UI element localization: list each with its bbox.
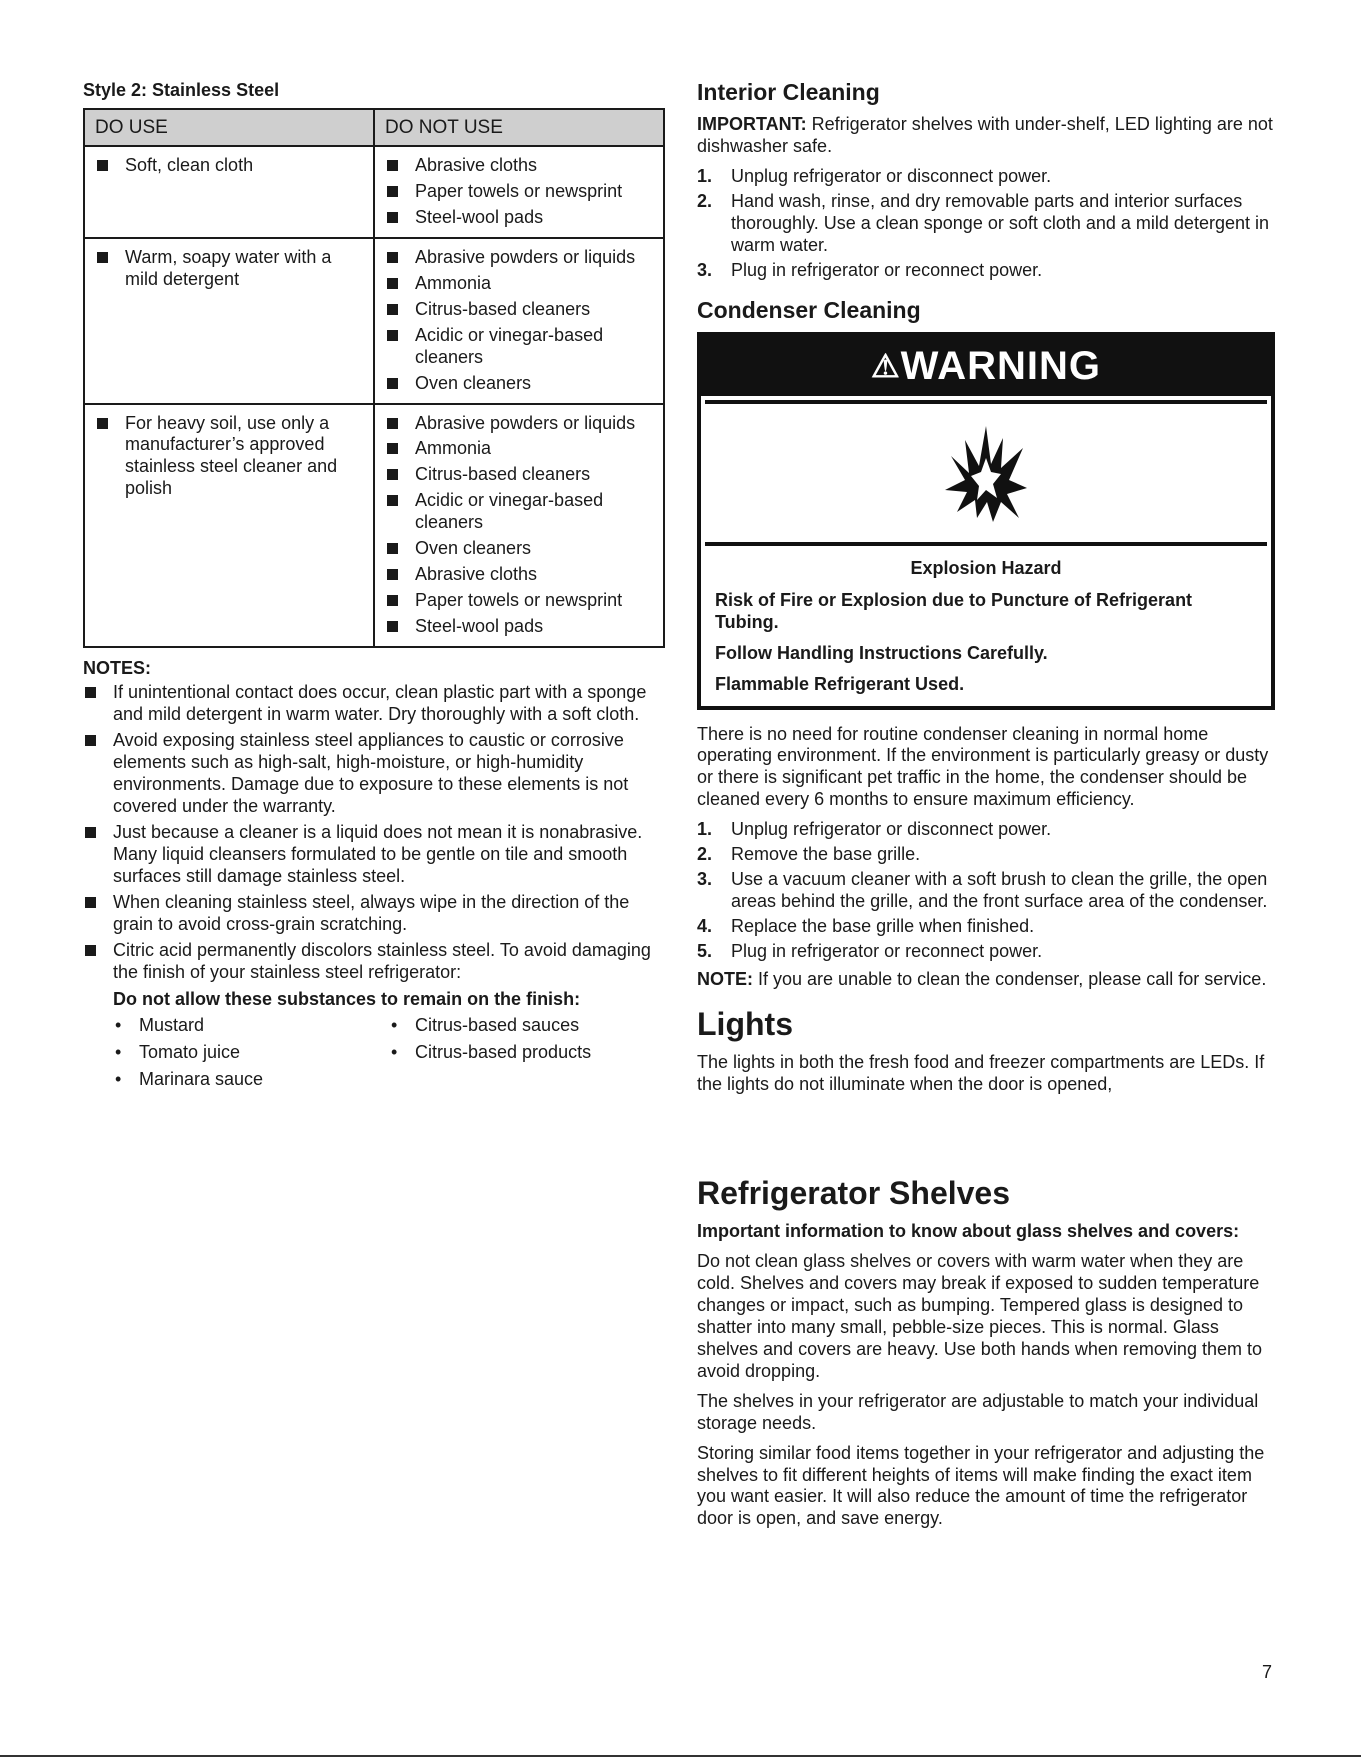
- warning-body: [701, 550, 1271, 706]
- warning-line: Risk of Fire or Explosion due to Puncture of Refrigerant Tubing.: [715, 589, 1193, 632]
- list-item: • Tomato juice: [115, 1042, 241, 1063]
- list-item: Acidic or vinegar-based cleaners: [385, 490, 655, 534]
- condenser-intro: There is no need for routine condenser cleaning in normal home operating environment. If the environment is particularly greasy or dusty or there is significant pet traffic in the home, the condenser should be cleaned every 6 months to ensure maximum efficiency.: [697, 723, 1269, 810]
- square-bullet-icon: [387, 621, 398, 632]
- step-item: 3. Plug in refrigerator or reconnect power.: [697, 259, 1043, 280]
- square-bullet-icon: [387, 160, 398, 171]
- note-item: Just because a cleaner is a liquid does not mean it is nonabrasive. Many liquid cleansers formulated to be gentle on tile and smooth surfaces still damage stainless steel.: [83, 822, 665, 888]
- do-use-cell: [84, 146, 374, 238]
- interior-cleaning-heading: Interior Cleaning: [697, 79, 880, 105]
- do-use-cell: [84, 238, 374, 404]
- explosion-icon: [931, 418, 1041, 528]
- step-item: 5. Plug in refrigerator or reconnect power.: [697, 941, 1043, 962]
- square-bullet-icon: [85, 897, 96, 908]
- square-bullet-icon: [97, 418, 108, 429]
- square-bullet-icon: [387, 252, 398, 263]
- hazard-title: Explosion Hazard: [910, 557, 1062, 578]
- square-bullet-icon: [85, 735, 96, 746]
- bullet-dot-icon: •: [391, 1015, 398, 1036]
- list-item: Citrus-based cleaners: [385, 464, 655, 486]
- header-do-not-use: DO NOT USE: [374, 109, 664, 146]
- list-item: For heavy soil, use only a manufacturer’s approved stainless steel cleaner and polish: [95, 413, 365, 501]
- shelves-paragraph: The shelves in your refrigerator are adjustable to match your individual storage needs.: [697, 1390, 1259, 1433]
- square-bullet-icon: [387, 278, 398, 289]
- table-row: [84, 238, 664, 404]
- warning-box: [697, 332, 1275, 710]
- shelves-paragraph: Do not clean glass shelves or covers with warm water when they are cold. Shelves and covers may break if exposed to sudden temperature changes or impact, such as bumping. Tempered glass is designed to shatter into many small, pebble-size pieces. This is normal. Glass shelves and covers are heavy. Use both hands when removing them to avoid dropping.: [697, 1250, 1262, 1381]
- note-item: If unintentional contact does occur, clean plastic part with a sponge and mild detergent in warm water. Dry thoroughly with a soft cloth.: [83, 682, 665, 726]
- step-item: 1. Unplug refrigerator or disconnect power.: [697, 165, 1052, 186]
- warning-triangle-icon: ⚠: [870, 347, 901, 384]
- list-item: Oven cleaners: [385, 538, 655, 560]
- step-item: 2. Hand wash, rinse, and dry removable parts and interior surfaces thoroughly. Use a clean sponge or soft cloth and a mild detergent in warm water.: [697, 190, 1269, 255]
- list-item: Ammonia: [385, 438, 655, 460]
- cleaning-table: [83, 108, 665, 648]
- style-title: Style 2: Stainless Steel: [83, 80, 280, 100]
- notes-list: [83, 682, 665, 1091]
- list-item: • Citrus-based products: [391, 1042, 592, 1063]
- page-number: 7: [1262, 1662, 1273, 1682]
- list-item: Oven cleaners: [385, 373, 655, 395]
- square-bullet-icon: [387, 378, 398, 389]
- list-item: Paper towels or newsprint: [385, 181, 655, 203]
- square-bullet-icon: [387, 186, 398, 197]
- list-item: Steel-wool pads: [385, 616, 655, 638]
- do-not-use-cell: [374, 146, 664, 238]
- list-item: Abrasive cloths: [385, 564, 655, 586]
- do-not-use-cell: [374, 238, 664, 404]
- square-bullet-icon: [387, 469, 398, 480]
- warning-line: Follow Handling Instructions Carefully.: [715, 642, 1048, 663]
- table-row: [84, 404, 664, 648]
- list-item: Acidic or vinegar-based cleaners: [385, 325, 655, 369]
- table-row: [84, 146, 664, 238]
- bullet-dot-icon: •: [391, 1042, 398, 1063]
- list-item: Abrasive powders or liquids: [385, 413, 655, 435]
- interior-steps: [697, 166, 1277, 282]
- list-item: Paper towels or newsprint: [385, 590, 655, 612]
- square-bullet-icon: [85, 945, 96, 956]
- condenser-steps: [697, 819, 1277, 963]
- step-item: 3. Use a vacuum cleaner with a soft brush to clean the grille, the open areas behind the grille, and the front surface area of the condenser.: [697, 869, 1268, 912]
- shelves-subheading: Important information to know about glass shelves and covers:: [697, 1220, 1240, 1241]
- square-bullet-icon: [387, 569, 398, 580]
- bottom-rule: [0, 1755, 1361, 1757]
- list-item: • Mustard: [115, 1015, 205, 1036]
- lights-heading: Lights: [697, 1006, 793, 1043]
- square-bullet-icon: [85, 827, 96, 838]
- step-item: 2. Remove the base grille.: [697, 844, 921, 865]
- list-item: Steel-wool pads: [385, 207, 655, 229]
- note-item: Avoid exposing stainless steel appliances to caustic or corrosive elements such as high-salt, high-moisture, or high-humidity environments. Damage due to exposure to these elements is not covered under the warranty.: [83, 730, 665, 818]
- square-bullet-icon: [97, 160, 108, 171]
- square-bullet-icon: [387, 304, 398, 315]
- bullet-dot-icon: •: [115, 1069, 122, 1090]
- square-bullet-icon: [387, 212, 398, 223]
- step-item: 1. Unplug refrigerator or disconnect power.: [697, 819, 1052, 840]
- do-not-use-cell: [374, 404, 664, 648]
- list-item: Citrus-based cleaners: [385, 299, 655, 321]
- note-item: Citric acid permanently discolors stainless steel. To avoid damaging the finish of your stainless steel refrigerator: Do not allow these substances to remain on the finish: • Mustard • Citrus-based sauces • Tomato juice • Citrus-based products • Marinara sauce: [83, 940, 665, 1092]
- note-item: When cleaning stainless steel, always wipe in the direction of the grain to avoid cross-grain scratching.: [83, 892, 665, 936]
- substances-list: [113, 1015, 665, 1091]
- list-item: Warm, soapy water with a mild detergent: [95, 247, 365, 291]
- square-bullet-icon: [387, 330, 398, 341]
- square-bullet-icon: [97, 252, 108, 263]
- condenser-note: NOTE: If you are unable to clean the condenser, please call for service.: [697, 969, 1267, 990]
- list-item: Abrasive cloths: [385, 155, 655, 177]
- bullet-dot-icon: •: [115, 1015, 122, 1036]
- square-bullet-icon: [387, 543, 398, 554]
- shelves-paragraph: Storing similar food items together in your refrigerator and adjusting the shelves to fit different heights of items will make finding the exact item you want easier. It will also reduce the amount of time the refrigerator door is open, and save energy.: [697, 1442, 1265, 1529]
- list-item: • Marinara sauce: [115, 1069, 264, 1090]
- square-bullet-icon: [387, 418, 398, 429]
- list-item: • Citrus-based sauces: [391, 1015, 580, 1036]
- header-do-use: DO USE: [84, 109, 374, 146]
- square-bullet-icon: [387, 495, 398, 506]
- lights-text: The lights in both the fresh food and freezer compartments are LEDs. If the lights do not illuminate when the door is opened,: [697, 1052, 1265, 1094]
- warning-header: [701, 336, 1271, 396]
- table-header-row: [84, 109, 664, 146]
- condenser-cleaning-heading: Condenser Cleaning: [697, 296, 921, 323]
- do-use-cell: [84, 404, 374, 648]
- list-item: Ammonia: [385, 273, 655, 295]
- step-item: 4. Replace the base grille when finished.: [697, 916, 1035, 937]
- list-item: Soft, clean cloth: [95, 155, 365, 177]
- important-note: IMPORTANT: Refrigerator shelves with under-shelf, LED lighting are not dishwasher safe.: [697, 114, 1273, 156]
- right-column: [697, 78, 1277, 1538]
- warning-title: WARNING: [900, 343, 1101, 388]
- square-bullet-icon: [85, 687, 96, 698]
- list-item: Abrasive powders or liquids: [385, 247, 655, 269]
- substances-heading: Do not allow these substances to remain on the finish:: [113, 989, 581, 1010]
- warning-line: Flammable Refrigerant Used.: [715, 673, 965, 694]
- square-bullet-icon: [387, 595, 398, 606]
- explosion-icon-area: [705, 400, 1267, 546]
- notes-heading: NOTES:: [83, 658, 152, 679]
- shelves-heading: Refrigerator Shelves: [697, 1174, 1011, 1211]
- bullet-dot-icon: •: [115, 1042, 122, 1063]
- square-bullet-icon: [387, 443, 398, 454]
- left-column: [83, 80, 665, 1095]
